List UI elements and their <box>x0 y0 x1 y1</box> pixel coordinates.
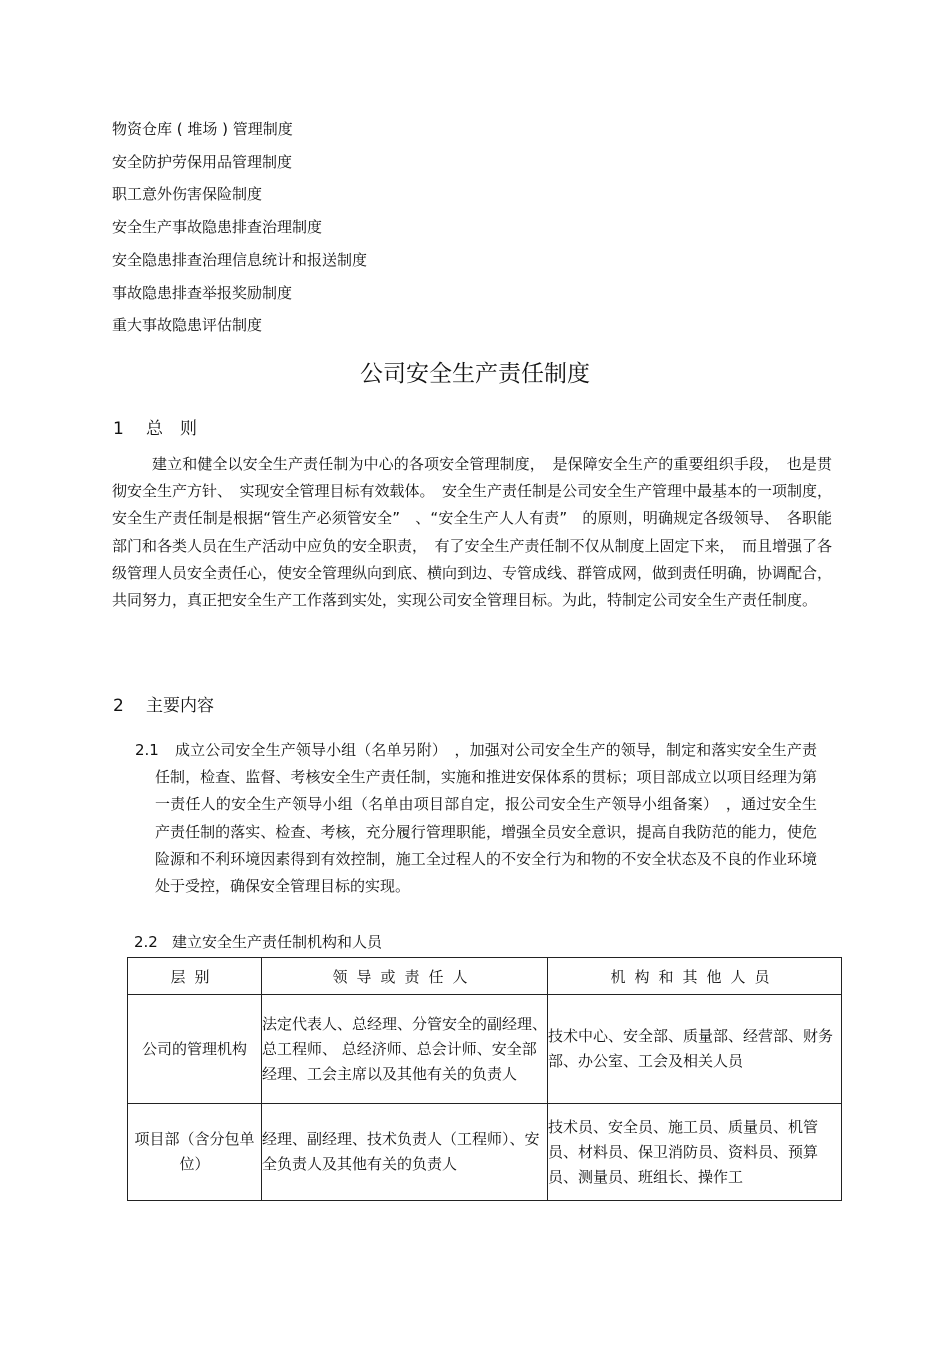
section-2-number: 2 <box>113 696 124 716</box>
responsibility-table <box>127 957 842 1201</box>
policy-list-item: 安全隐患排查治理信息统计和报送制度 <box>112 250 368 269</box>
item-2-2-number: 2.2 <box>134 933 158 951</box>
section-2-heading <box>113 693 214 719</box>
cell-leaders: 法定代表人、总经理、分管安全的副经理、 总工程师、 总经济师、总会计师、安全部经理、工会主席以及其他有关的负责人 <box>262 995 548 1104</box>
item-2-1 <box>135 737 817 900</box>
section-2-title: 主要内容 <box>146 696 214 716</box>
policy-list-item: 安全生产事故隐患排查治理制度 <box>112 218 323 237</box>
policy-list-item: 职工意外伤害保险制度 <box>112 185 263 204</box>
policy-list-item: 事故隐患排查举报奖励制度 <box>112 283 293 302</box>
cell-others: 技术员、安全员、施工员、质量员、机管员、材料员、保卫消防员、资料员、预算员、测量员、班组长、操作工 <box>548 1104 842 1201</box>
document-title: 公司安全生产责任制度 <box>360 361 590 387</box>
policy-list <box>112 113 367 342</box>
policy-list-item: 重大事故隐患评估制度 <box>112 316 263 335</box>
item-2-1-text: 成立公司安全生产领导小组（名单另附） ，加强对公司安全生产的领导，制定和落实安全生产责任制，检查、监督、考核安全生产责任制，实施和推进安保体系的贯标；项目部成立以项目经理为第一责任人的安全生产领导小组（名单由项目部自定，报公司安全生产领导小组备案） ，通过安全生产责任制的落实、检查、考核，充分履行管理职能，增强全员安全意识，提高自我防范的能力，使危险源和不利环境因素得到有效控制，施工全过程人的不安全行为和物的不安全状态及不良的作业环境处于受控，确保安全管理目标的实现。 <box>155 741 817 896</box>
table-header-row <box>128 958 842 995</box>
section-1-body: 建立和健全以安全生产责任制为中心的各项安全管理制度， 是保障安全生产的重要组织手段， 也是贯彻安全生产方针、 实现安全管理目标有效载体。 安全生产责任制是公司安全生产管理中最基本的一项制度，安全生产责任制是根据“管生产必须管安全” 、“安全生产人人有责” 的原则，明确规定各级领导、 各职能部门和各类人员在生产活动中应负的安全职责， 有了安全生产责任制不仅从制度上固定下来， 而且增强了各级管理人员安全责任心，使安全管理纵向到底、横向到边、专管成线、群管成网，做到责任明确，协调配合，共同努力，真正把安全生产工作落到实处，实现公司安全管理目标。为此，特制定公司安全生产责任制度。 <box>112 455 833 610</box>
cell-level: 项目部（含分包单位） <box>128 1104 262 1201</box>
header-others: 机构和其他人员 <box>548 958 842 995</box>
cell-others: 技术中心、安全部、质量部、经营部、财务部、办公室、工会及相关人员 <box>548 995 842 1104</box>
section-1-title: 总 则 <box>146 419 197 439</box>
section-1-number: 1 <box>113 419 124 439</box>
cell-leaders: 经理、副经理、技术负责人（工程师）、安全负责人及其他有关的负责人 <box>262 1104 548 1201</box>
item-2-1-number: 2.1 <box>135 741 159 759</box>
section-1-heading <box>113 416 197 442</box>
header-level: 层别 <box>128 958 262 995</box>
table-row <box>128 1104 842 1201</box>
item-2-2-text: 建立安全生产责任制机构和人员 <box>172 933 383 951</box>
item-2-2 <box>134 930 382 954</box>
cell-level: 公司的管理机构 <box>128 995 262 1104</box>
policy-list-item: 物资仓库 ( 堆场 ) 管理制度 <box>112 120 293 138</box>
header-leaders: 领导或责任人 <box>262 958 548 995</box>
table-row <box>128 995 842 1104</box>
policy-list-item: 安全防护劳保用品管理制度 <box>112 152 293 171</box>
